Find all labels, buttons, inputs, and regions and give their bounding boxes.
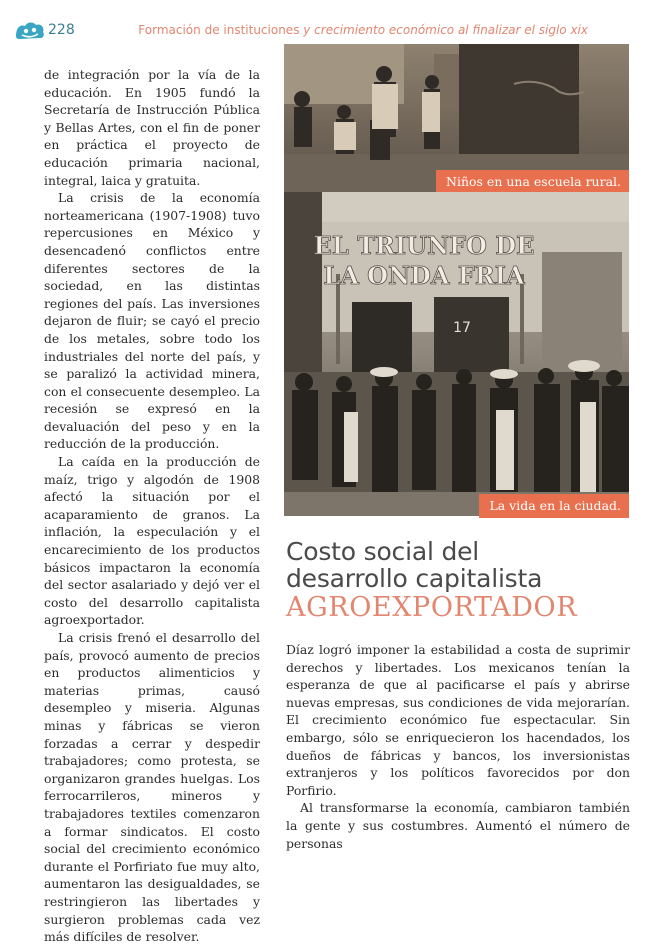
caption-city-life: La vida en la ciudad.	[479, 494, 629, 518]
right-text-column	[286, 641, 630, 852]
city-life-photo-image	[284, 192, 629, 516]
right-paragraph-1: Díaz logró imponer la estabilidad a costa de suprimir derechos y libertades. Los mexicanos tenían la esperanza de que al pacificarse el país y abrirse nuevas empresas, sus condiciones de vida mejorarían. El crecimiento económico fue espectacular. Sin embargo, sólo se enriquecieron los hacendados, los dueños de fábricas y bancos, los inversionistas extranjeros y los políticos favorecidos por don Porfirio.	[286, 642, 630, 798]
left-paragraph-2: La crisis de la economía norteamericana (1907-1908) tuvo repercusiones en México y desencadenó conflictos entre diferentes sectores de la sociedad, en las distintas regiones del país. Las inversiones dejaron de fluir; se cayó el precio de los metales, sobre todo los industriales del norte del país, y se paralizó la actividad minera, con el consecuente desempleo. La recesión se expresó en la devaluación del peso y en la reducción de la producción.	[44, 190, 260, 452]
left-paragraph-4: La crisis frenó el desarrollo del país, provocó aumento de precios en productos alimenticios y materias primas, causó desempleo y miseria. Algunas minas y fábricas se vieron forzadas a cerrar y despedir trabajadores; como protesta, se organizaron grandes huelgas. Los ferrocarrileros, mineros y trabajadores textiles comenzaron a formar sindicatos. El costo social del crecimiento económico durante el Porfiriato fue muy alto, aumentaron las desigualdades, se restringieron las libertades y surgieron problemas cada vez más difíciles de resolver.	[44, 630, 260, 945]
left-text-column	[44, 66, 260, 946]
section-heading-line-2: desarrollo capitalista	[286, 564, 543, 593]
running-title-part1: Formación de instituciones	[138, 23, 304, 37]
running-title	[138, 23, 588, 37]
caption-rural-school: Niños en una escuela rural.	[436, 170, 629, 194]
section-heading-line-3: AGROEXPORTADOR	[286, 592, 578, 623]
page-number: 228	[48, 22, 75, 38]
section-heading	[286, 538, 646, 624]
running-title-part2: y crecimiento económico al finalizar el siglo xix	[303, 23, 588, 37]
section-heading-line-1: Costo social del	[286, 537, 480, 566]
right-paragraph-2: Al transformarse la economía, cambiaron también la gente y sus costumbres. Aumentó el número de personas	[286, 800, 630, 851]
photo-city-life	[284, 192, 629, 516]
sign-line-1: EL TRIUNFO DE	[313, 231, 535, 260]
door-number: 17	[453, 320, 471, 336]
left-paragraph-1: de integración por la vía de la educación. En 1905 fundó la Secretaría de Instrucción Pública y Bellas Artes, con el fin de poner en práctica el proyecto de educación primaria nacional, integral, laica y gratuita.	[44, 67, 260, 188]
left-paragraph-3: La caída en la producción de maíz, trigo y algodón de 1908 afectó la situación por el acaparamiento de granos. La inflación, la especulación y el encarecimiento de los productos básicos impactaron la economía del sector asalariado y dejó ver el costo del desarrollo capitalista agroexportador.	[44, 454, 260, 628]
school-emblem-icon	[14, 20, 46, 42]
sign-line-2: LA ONDA FRIA	[323, 261, 525, 290]
